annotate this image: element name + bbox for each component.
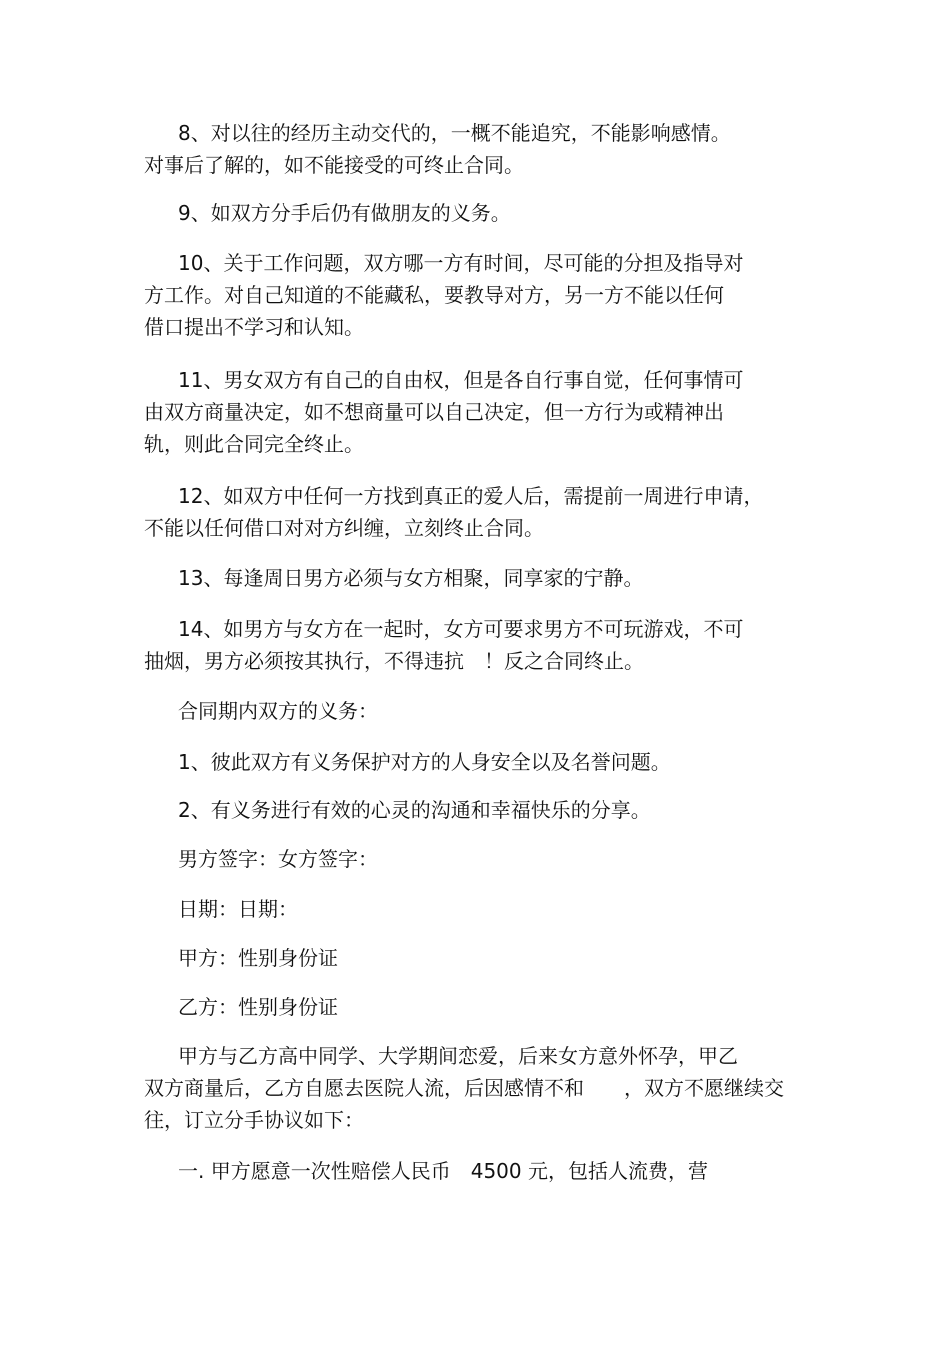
text-line: 8、对以往的经历主动交代的，一概不能追究，不能影响感情。: [178, 121, 731, 145]
obligation-2: [144, 794, 824, 826]
text-line: 甲方与乙方高中同学、大学期间恋爱，后来女方意外怀孕，甲乙: [178, 1044, 738, 1068]
text-line: 抽烟，男方必须按其执行，不得违抗 ！反之合同终止。: [144, 649, 644, 673]
text-line: 2、有义务进行有效的心灵的沟通和幸福快乐的分享。: [178, 798, 651, 822]
clause-12: [144, 480, 824, 544]
agreement-intro: [144, 1040, 824, 1136]
text-line: 往，订立分手协议如下：: [144, 1108, 364, 1132]
text-line: 13、每逢周日男方必须与女方相聚，同享家的宁静。: [178, 566, 644, 590]
text-line: 合同期内双方的义务：: [178, 699, 378, 723]
text-line: 9、如双方分手后仍有做朋友的义务。: [178, 201, 511, 225]
obligation-1: [144, 746, 824, 778]
date-line: [144, 893, 824, 925]
text-line: 对事后了解的，如不能接受的可终止合同。: [144, 153, 524, 177]
text-line: 12、如双方中任何一方找到真正的爱人后，需提前一周进行申请，: [178, 484, 764, 508]
text-line: 借口提出不学习和认知。: [144, 315, 364, 339]
clause-11: [144, 364, 824, 460]
text-line: 日期：日期：: [178, 897, 298, 921]
text-line: 男方签字：女方签字：: [178, 847, 378, 871]
text-line: 14、如男方与女方在一起时，女方可要求男方不可玩游戏，不可: [178, 617, 744, 641]
signature-line: [144, 843, 824, 875]
text-line: 11、男女双方有自己的自由权，但是各自行事自觉，任何事情可: [178, 368, 744, 392]
clause-10: [144, 247, 824, 343]
agreement-item-1: [144, 1155, 824, 1187]
obligations-heading: [144, 695, 824, 727]
text-line: 不能以任何借口对对方纠缠，立刻终止合同。: [144, 516, 544, 540]
party-b-line: [144, 991, 824, 1023]
text-line: 由双方商量决定，如不想商量可以自己决定，但一方行为或精神出: [144, 400, 724, 424]
clause-13: [144, 562, 824, 594]
text-line: 甲方：性别身份证: [178, 946, 338, 970]
text-line: 乙方：性别身份证: [178, 995, 338, 1019]
text-line: 1、彼此双方有义务保护对方的人身安全以及名誉问题。: [178, 750, 671, 774]
text-line: 双方商量后，乙方自愿去医院人流，后因感情不和 ，双方不愿继续交: [144, 1076, 784, 1100]
text-line: 一. 甲方愿意一次性赔偿人民币 4500 元，包括人流费，营: [178, 1159, 708, 1183]
clause-9: [144, 197, 824, 229]
clause-8: [144, 117, 824, 181]
clause-14: [144, 613, 824, 677]
text-line: 方工作。对自己知道的不能藏私，要教导对方，另一方不能以任何: [144, 283, 724, 307]
party-a-line: [144, 942, 824, 974]
text-line: 轨，则此合同完全终止。: [144, 432, 364, 456]
text-line: 10、关于工作问题，双方哪一方有时间，尽可能的分担及指导对: [178, 251, 744, 275]
